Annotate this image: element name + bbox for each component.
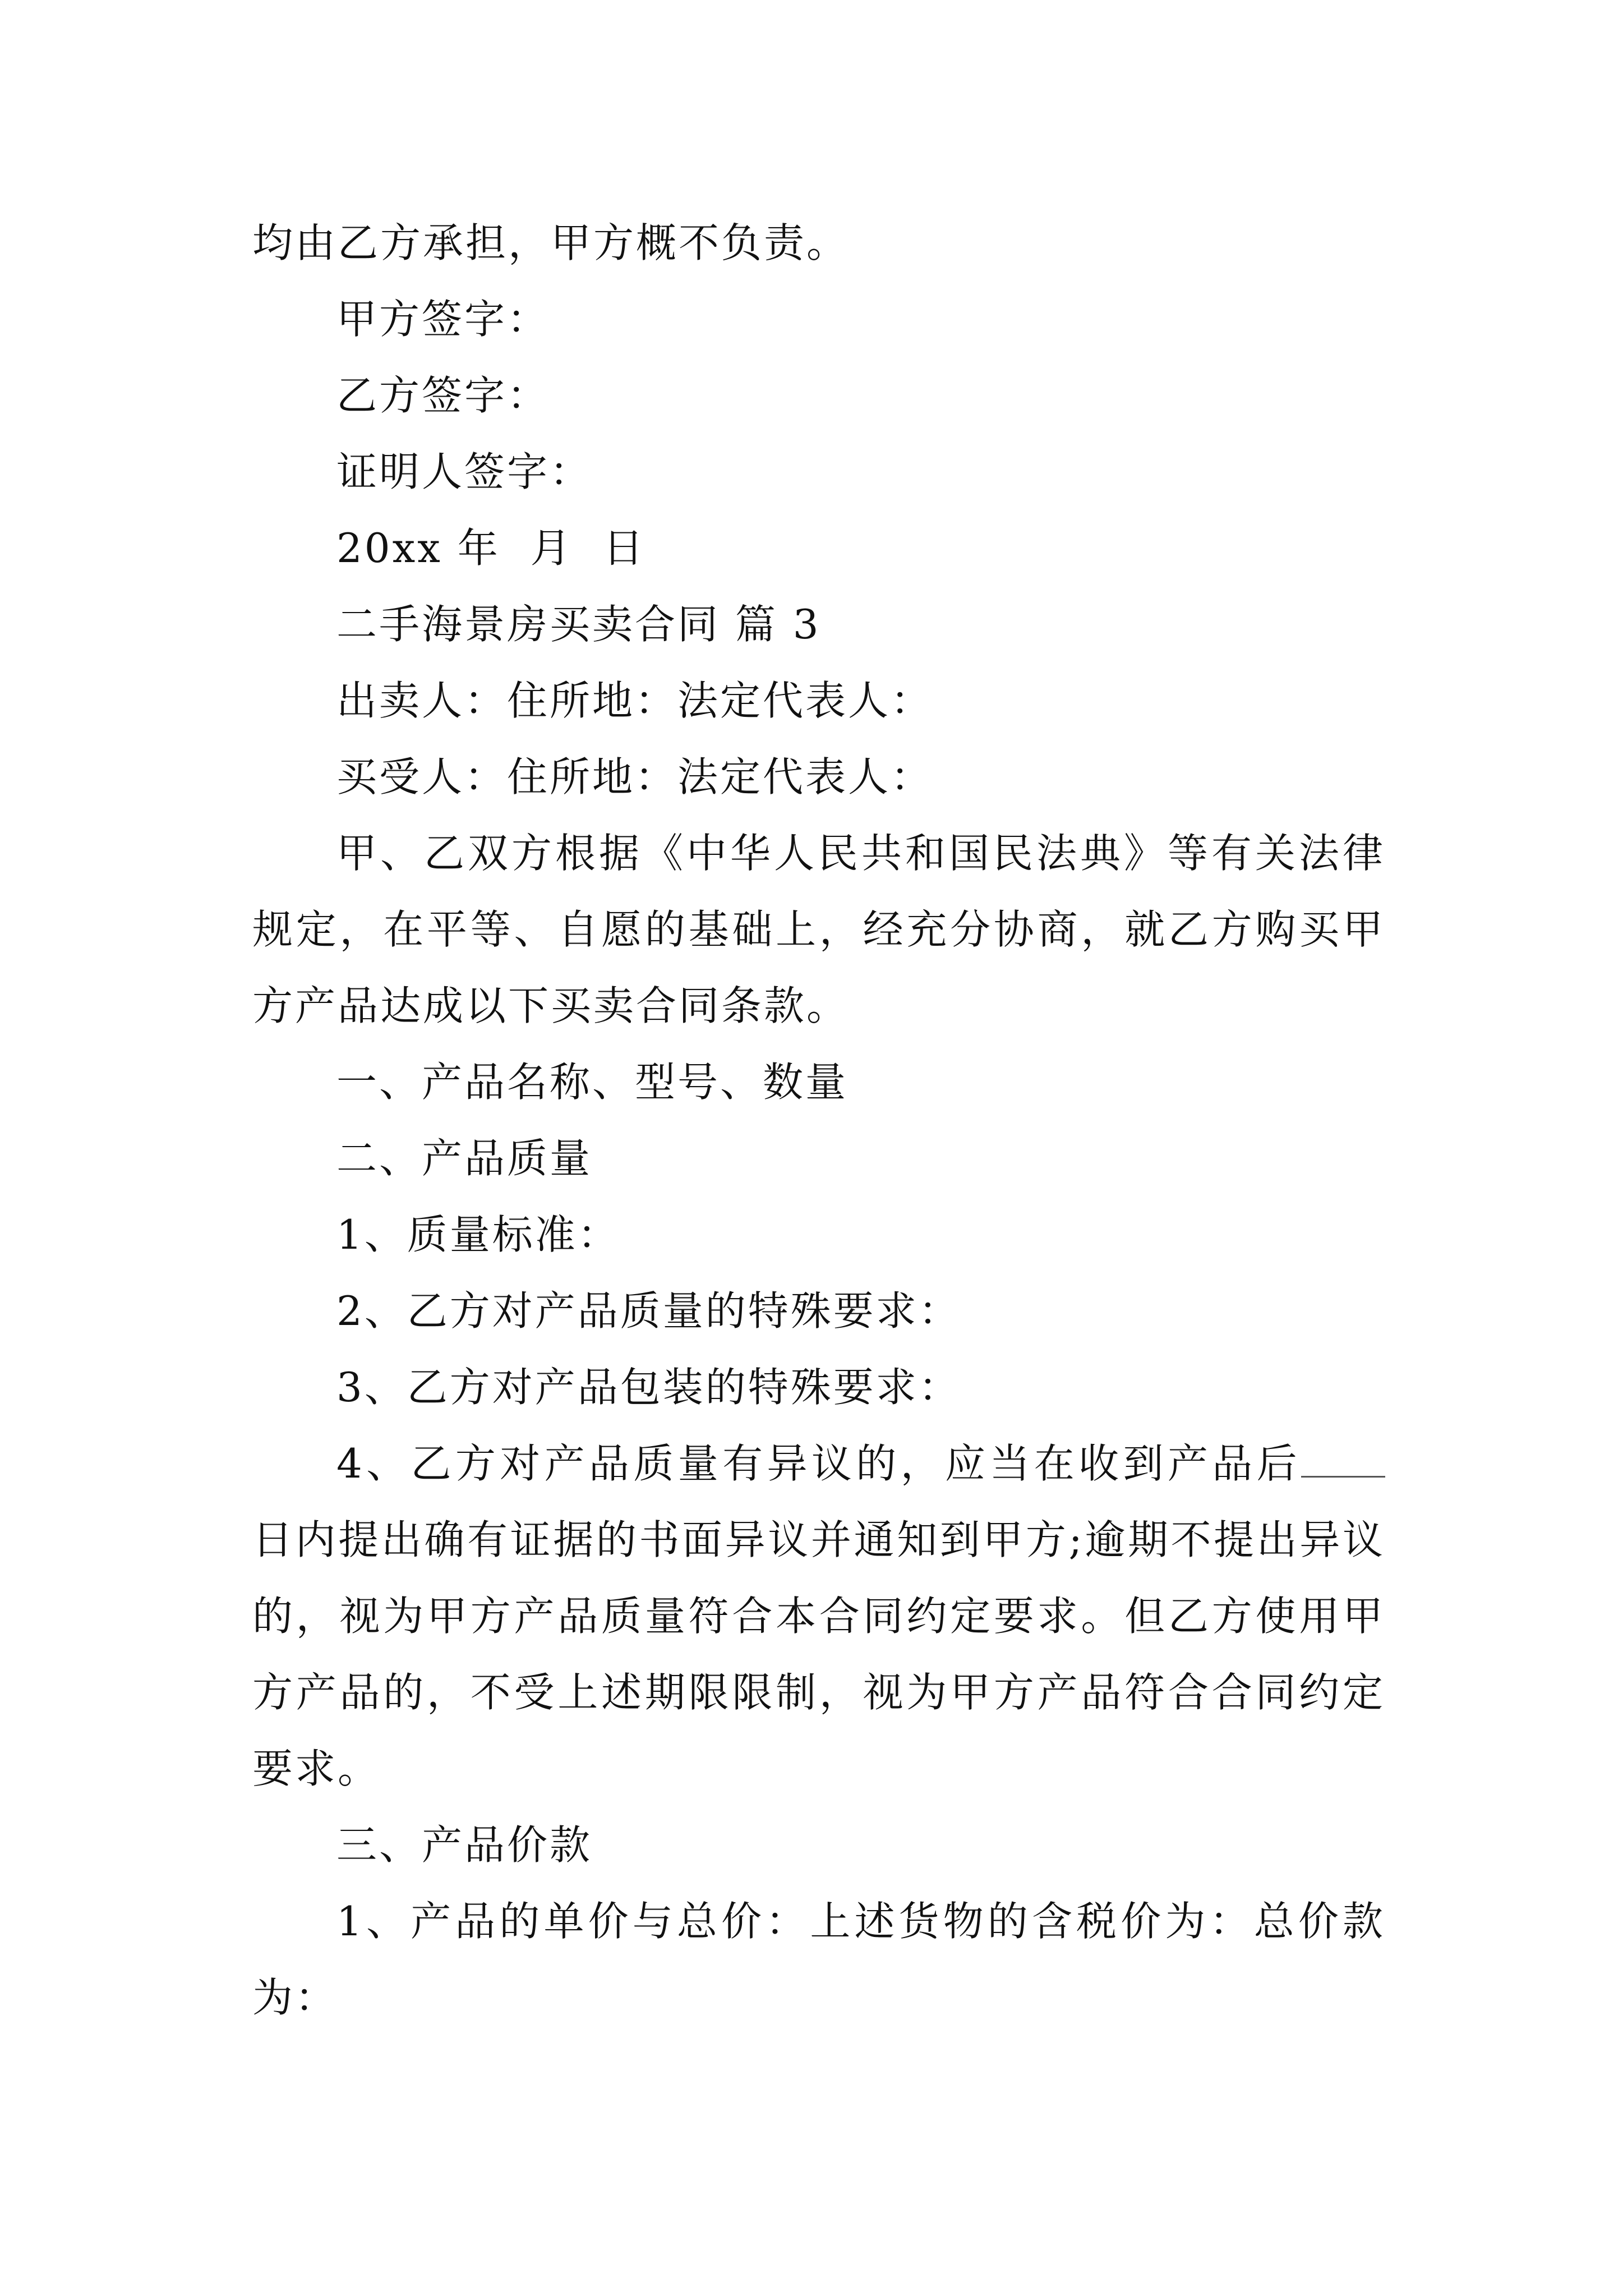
party-a-signature-line: 甲方签字：	[336, 296, 550, 343]
clause-packaging-requirements: 3、乙方对产品包装的特殊要求：	[336, 1364, 961, 1411]
clause-quality-requirements: 2、乙方对产品质量的特殊要求：	[336, 1287, 961, 1335]
date-line: 20xx 年 月 日	[336, 524, 646, 572]
section-heading-quality: 二、产品质量	[336, 1135, 593, 1182]
buyer-line: 买受人：住所地：法定代表人：	[336, 753, 934, 800]
fill-in-blank	[1301, 1437, 1385, 1478]
clause-quality-objection	[252, 1425, 1385, 1807]
section-heading-price: 三、产品价款	[336, 1821, 593, 1869]
clause-quality-objection-rest: 日内提出确有证据的书面异议并通知到甲方;逾期不提出异议的，视为甲方产品质量符合本合同约定要求。但乙方使用甲方产品的，不受上述期限限制，视为甲方产品符合合同约定要求。	[252, 1516, 1385, 1792]
document-body	[252, 205, 1385, 2036]
contract-title: 二手海景房买卖合同 篇 3	[336, 601, 821, 648]
paragraph-preamble: 甲、乙双方根据《中华人民共和国民法典》等有关法律规定，在平等、自愿的基础上，经充分协商，就乙方购买甲方产品达成以下买卖合同条款。	[252, 830, 1385, 1029]
clause-unit-total-price: 1、产品的单价与总价：上述货物的含税价为：总价款为：	[252, 1898, 1385, 2021]
witness-signature-line: 证明人签字：	[336, 448, 593, 495]
clause-quality-standard: 1、质量标准：	[336, 1211, 620, 1258]
clause-quality-objection-start: 4、乙方对产品质量有异议的，应当在收到产品后	[336, 1440, 1301, 1487]
seller-line: 出卖人：住所地：法定代表人：	[336, 677, 934, 724]
party-b-signature-line: 乙方签字：	[336, 372, 550, 419]
section-heading-product: 一、产品名称、型号、数量	[336, 1059, 849, 1106]
paragraph-liability: 均由乙方承担，甲方概不负责。	[252, 219, 850, 266]
